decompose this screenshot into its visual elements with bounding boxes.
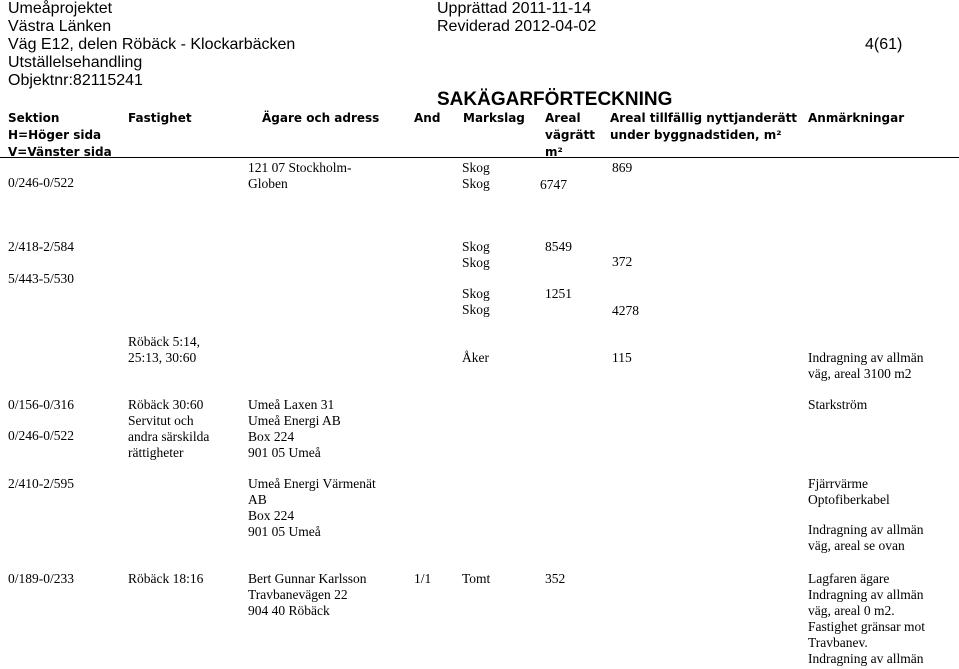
row6-vagratt: 352 xyxy=(545,571,566,586)
row4-anmarkningar: Starkström xyxy=(808,397,868,412)
text-line: Röbäck 30:60 xyxy=(128,397,204,412)
row2-sektion-b: 5/443-5/530 xyxy=(8,271,74,286)
text-line: Box 224 xyxy=(248,508,295,523)
row4-fastighet xyxy=(128,397,209,461)
text-line: väg, areal 0 m2. xyxy=(808,603,895,618)
row1-agare xyxy=(248,160,352,192)
row6-anmarkningar xyxy=(808,571,925,667)
text-line: vägrätt xyxy=(545,128,595,142)
text-line: AB xyxy=(248,492,267,507)
row6-sektion: 0/189-0/233 xyxy=(8,571,74,586)
document-type: Utställelsehandling xyxy=(8,54,143,71)
row3-markslag: Åker xyxy=(462,350,489,365)
text-line: 25:13, 30:60 xyxy=(128,350,197,365)
row2-vagratt-a: 8549 xyxy=(545,239,572,254)
row2-tillfallig-b: 4278 xyxy=(612,303,639,318)
row6-agare xyxy=(248,571,366,619)
area-name: Västra Länken xyxy=(8,18,112,35)
text-line: Indragning av allmän xyxy=(808,587,924,602)
column-header-areal xyxy=(545,110,595,161)
row6-fastighet: Röbäck 18:16 xyxy=(128,571,204,586)
row5-sektion: 2/410-2/595 xyxy=(8,476,74,491)
column-header-agare: Ägare och adress xyxy=(262,111,380,125)
text-line: Areal tillfällig nyttjanderätt xyxy=(610,111,798,125)
text-line: Travbanevägen 22 xyxy=(248,587,348,602)
column-header-tillfallig xyxy=(610,110,797,144)
row1-sektion: 0/246-0/522 xyxy=(8,175,74,190)
row6-and: 1/1 xyxy=(414,571,432,586)
text-line: Travbanev. xyxy=(808,635,868,650)
row2-sektion-a: 2/418-2/584 xyxy=(8,239,74,254)
text-line: Röbäck 5:14, xyxy=(128,334,200,349)
text-line: Indragning av allmän xyxy=(808,651,924,666)
text-line: 901 05 Umeå xyxy=(248,524,321,539)
text-line: 121 07 Stockholm- xyxy=(248,160,352,175)
row4-sektion-b: 0/246-0/522 xyxy=(8,428,74,443)
row2-markslag-b: Skog Skog xyxy=(462,286,490,317)
row2-markslag-a: Skog Skog xyxy=(462,239,490,270)
text-line: Box 224 xyxy=(248,429,295,444)
established-date: Upprättad 2011-11-14 xyxy=(437,0,592,17)
text-line: Umeå Energi AB xyxy=(248,413,341,428)
row3-fastighet xyxy=(128,334,200,366)
row1-markslag xyxy=(462,160,490,192)
row2-vagratt-b: 1251 xyxy=(545,286,572,301)
text-line: Servitut och xyxy=(128,413,194,428)
document-title: SAKÄGARFÖRTECKNING xyxy=(437,89,673,110)
text-line: Sektion xyxy=(8,111,60,125)
text-line: m² xyxy=(545,145,563,159)
row6-markslag: Tomt xyxy=(462,571,491,586)
text-line: andra särskilda xyxy=(128,429,210,444)
text-line: Globen xyxy=(248,176,288,191)
row5-anmarkningar-b: Indragning av allmän väg, areal se ovan xyxy=(808,522,924,553)
column-header-sektion xyxy=(8,110,112,161)
text-line: Fastighet gränsar mot xyxy=(808,619,925,634)
text-line: V=Vänster sida xyxy=(8,145,112,159)
text-line: Areal xyxy=(545,111,581,125)
text-line: Indragning av allmän xyxy=(808,350,924,365)
column-header-fastighet: Fastighet xyxy=(128,111,192,125)
column-header-and: And xyxy=(414,111,441,125)
object-number: Objektnr:82115241 xyxy=(8,72,143,89)
page-number: 4(61) xyxy=(865,36,903,53)
row2-tillfallig-a: 372 xyxy=(612,254,633,269)
text-line: Skog xyxy=(462,176,490,191)
row1-tillfallig: 869 xyxy=(612,160,633,175)
text-line: väg, areal 3100 m2 xyxy=(808,366,912,381)
text-line: Bert Gunnar Karlsson xyxy=(248,571,367,586)
row1-vagratt: 6747 xyxy=(540,177,567,192)
row5-anmarkningar-a: Fjärrvärme Optofiberkabel xyxy=(808,476,890,507)
project-name: Umeåprojektet xyxy=(8,0,113,17)
header-divider xyxy=(0,157,959,158)
text-line: Lagfaren ägare xyxy=(808,571,890,586)
text-line: Umeå Energi Värmenät xyxy=(248,476,376,491)
row5-agare xyxy=(248,476,376,540)
text-line: H=Höger sida xyxy=(8,128,102,142)
text-line: Skog xyxy=(462,160,490,175)
row3-anmarkningar xyxy=(808,350,923,382)
row4-sektion-a: 0/156-0/316 xyxy=(8,397,74,412)
row4-agare xyxy=(248,397,341,461)
column-header-anmarkningar: Anmärkningar xyxy=(808,111,905,125)
text-line: Umeå Laxen 31 xyxy=(248,397,335,412)
revised-date: Reviderad 2012-04-02 xyxy=(437,18,597,35)
text-line: under byggnadstiden, m² xyxy=(610,128,782,142)
row3-tillfallig: 115 xyxy=(612,350,632,365)
text-line: 901 05 Umeå xyxy=(248,445,321,460)
text-line: 904 40 Röbäck xyxy=(248,603,330,618)
text-line: rättigheter xyxy=(128,445,184,460)
road-name: Väg E12, delen Röbäck - Klockarbäcken xyxy=(8,36,296,53)
column-header-markslag: Markslag xyxy=(463,111,525,125)
